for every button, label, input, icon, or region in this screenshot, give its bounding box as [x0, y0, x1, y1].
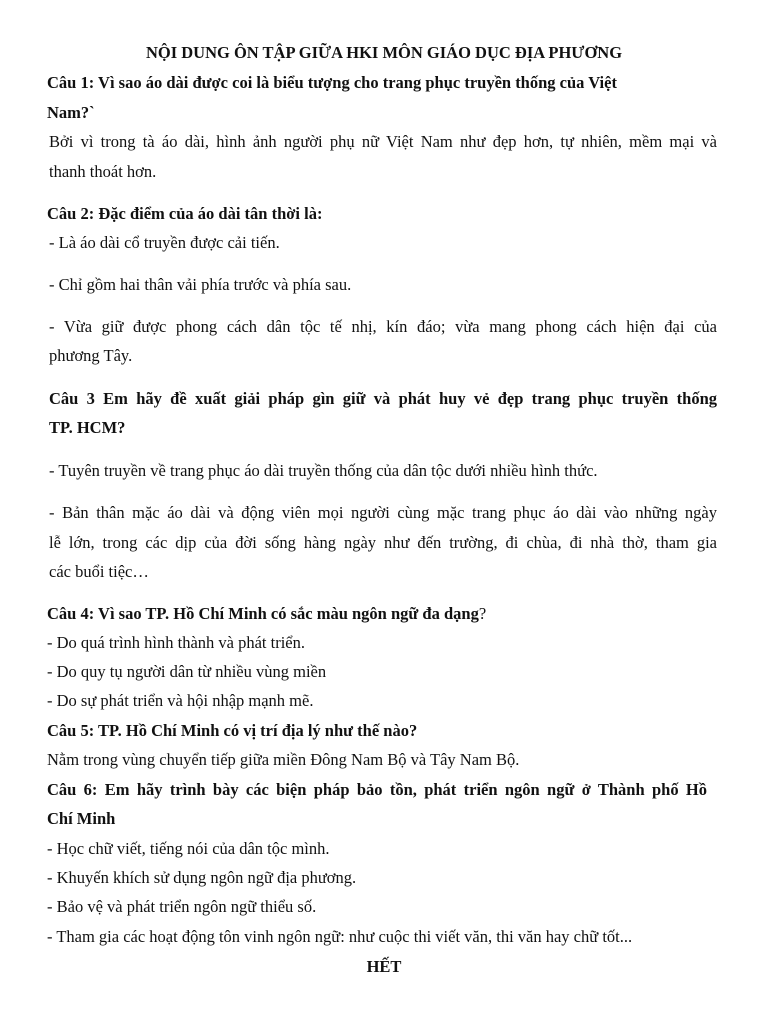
question-6: Câu 6: Em hãy trình bày các biện pháp bảo tồn, phát triển ngôn ngữ ở Thành phố Hồ: [47, 780, 707, 799]
answer-6-item-3: - Bảo vệ và phát triển ngôn ngữ thiểu số.: [47, 897, 317, 916]
question-6-continued: Chí Minh: [47, 809, 116, 828]
question-3-continued: TP. HCM?: [49, 418, 126, 437]
answer-2-item-3: - Vừa giữ được phong cách dân tộc tế nhị, kín đáo; vừa mang phong cách hiện đại của: [49, 317, 717, 336]
answer-3-item-2-line-2: lễ lớn, trong các dịp của đời sống hàng ngày như đến trường, đi chùa, đi nhà thờ, tham gia: [49, 533, 717, 552]
answer-6-item-4: - Tham gia các hoạt động tôn vinh ngôn ngữ: như cuộc thi viết văn, thi văn hay chữ tốt...: [47, 927, 633, 946]
question-5: Câu 5: TP. Hồ Chí Minh có vị trí địa lý như thế nào?: [47, 721, 418, 740]
question-4-text: Câu 4: Vì sao TP. Hồ Chí Minh có sắc màu ngôn ngữ đa dạng: [47, 604, 479, 623]
question-2: Câu 2: Đặc điểm của áo dài tân thời là:: [47, 204, 323, 223]
answer-1: Bởi vì trong tà áo dài, hình ảnh người phụ nữ Việt Nam như đẹp hơn, tự nhiên, mềm mại và: [49, 132, 717, 151]
answer-2-item-2: - Chỉ gồm hai thân vải phía trước và phía sau.: [49, 275, 352, 294]
answer-3-item-1: - Tuyên truyền về trang phục áo dài truyền thống của dân tộc dưới nhiều hình thức.: [49, 461, 598, 480]
question-4: [47, 604, 486, 624]
answer-4-item-2: - Do quy tụ người dân từ nhiều vùng miền: [47, 662, 327, 681]
question-1-continued: Nam?`: [47, 103, 95, 122]
answer-6-item-1: - Học chữ viết, tiếng nói của dân tộc mình.: [47, 839, 330, 858]
answer-4-item-3: - Do sự phát triển và hội nhập mạnh mẽ.: [47, 691, 314, 710]
question-4-mark: ?: [478, 604, 487, 623]
answer-4-item-1: - Do quá trình hình thành và phát triển.: [47, 633, 305, 652]
answer-5: Nằm trong vùng chuyển tiếp giữa miền Đông Nam Bộ và Tây Nam Bộ.: [47, 750, 520, 769]
question-1: Câu 1: Vì sao áo dài được coi là biểu tượng cho trang phục truyền thống của Việt: [47, 73, 617, 92]
question-3: Câu 3 Em hãy đề xuất giải pháp gìn giữ và phát huy vẻ đẹp trang phục truyền thống: [49, 389, 717, 408]
answer-1-continued: thanh thoát hơn.: [49, 162, 157, 181]
answer-2-item-1: - Là áo dài cổ truyền được cải tiến.: [49, 233, 280, 252]
answer-3-item-2: - Bản thân mặc áo dài và động viên mọi người cùng mặc trang phục áo dài vào những ngày: [49, 503, 717, 522]
answer-6-item-2: - Khuyến khích sử dụng ngôn ngữ địa phương.: [47, 868, 357, 887]
document-title: NỘI DUNG ÔN TẬP GIỮA HKI MÔN GIÁO DỤC ĐỊA PHƯƠNG: [145, 43, 623, 62]
end-marker: HẾT: [366, 957, 402, 976]
answer-3-item-2-line-3: các buổi tiệc…: [49, 562, 149, 581]
answer-2-item-3-continued: phương Tây.: [49, 346, 133, 365]
